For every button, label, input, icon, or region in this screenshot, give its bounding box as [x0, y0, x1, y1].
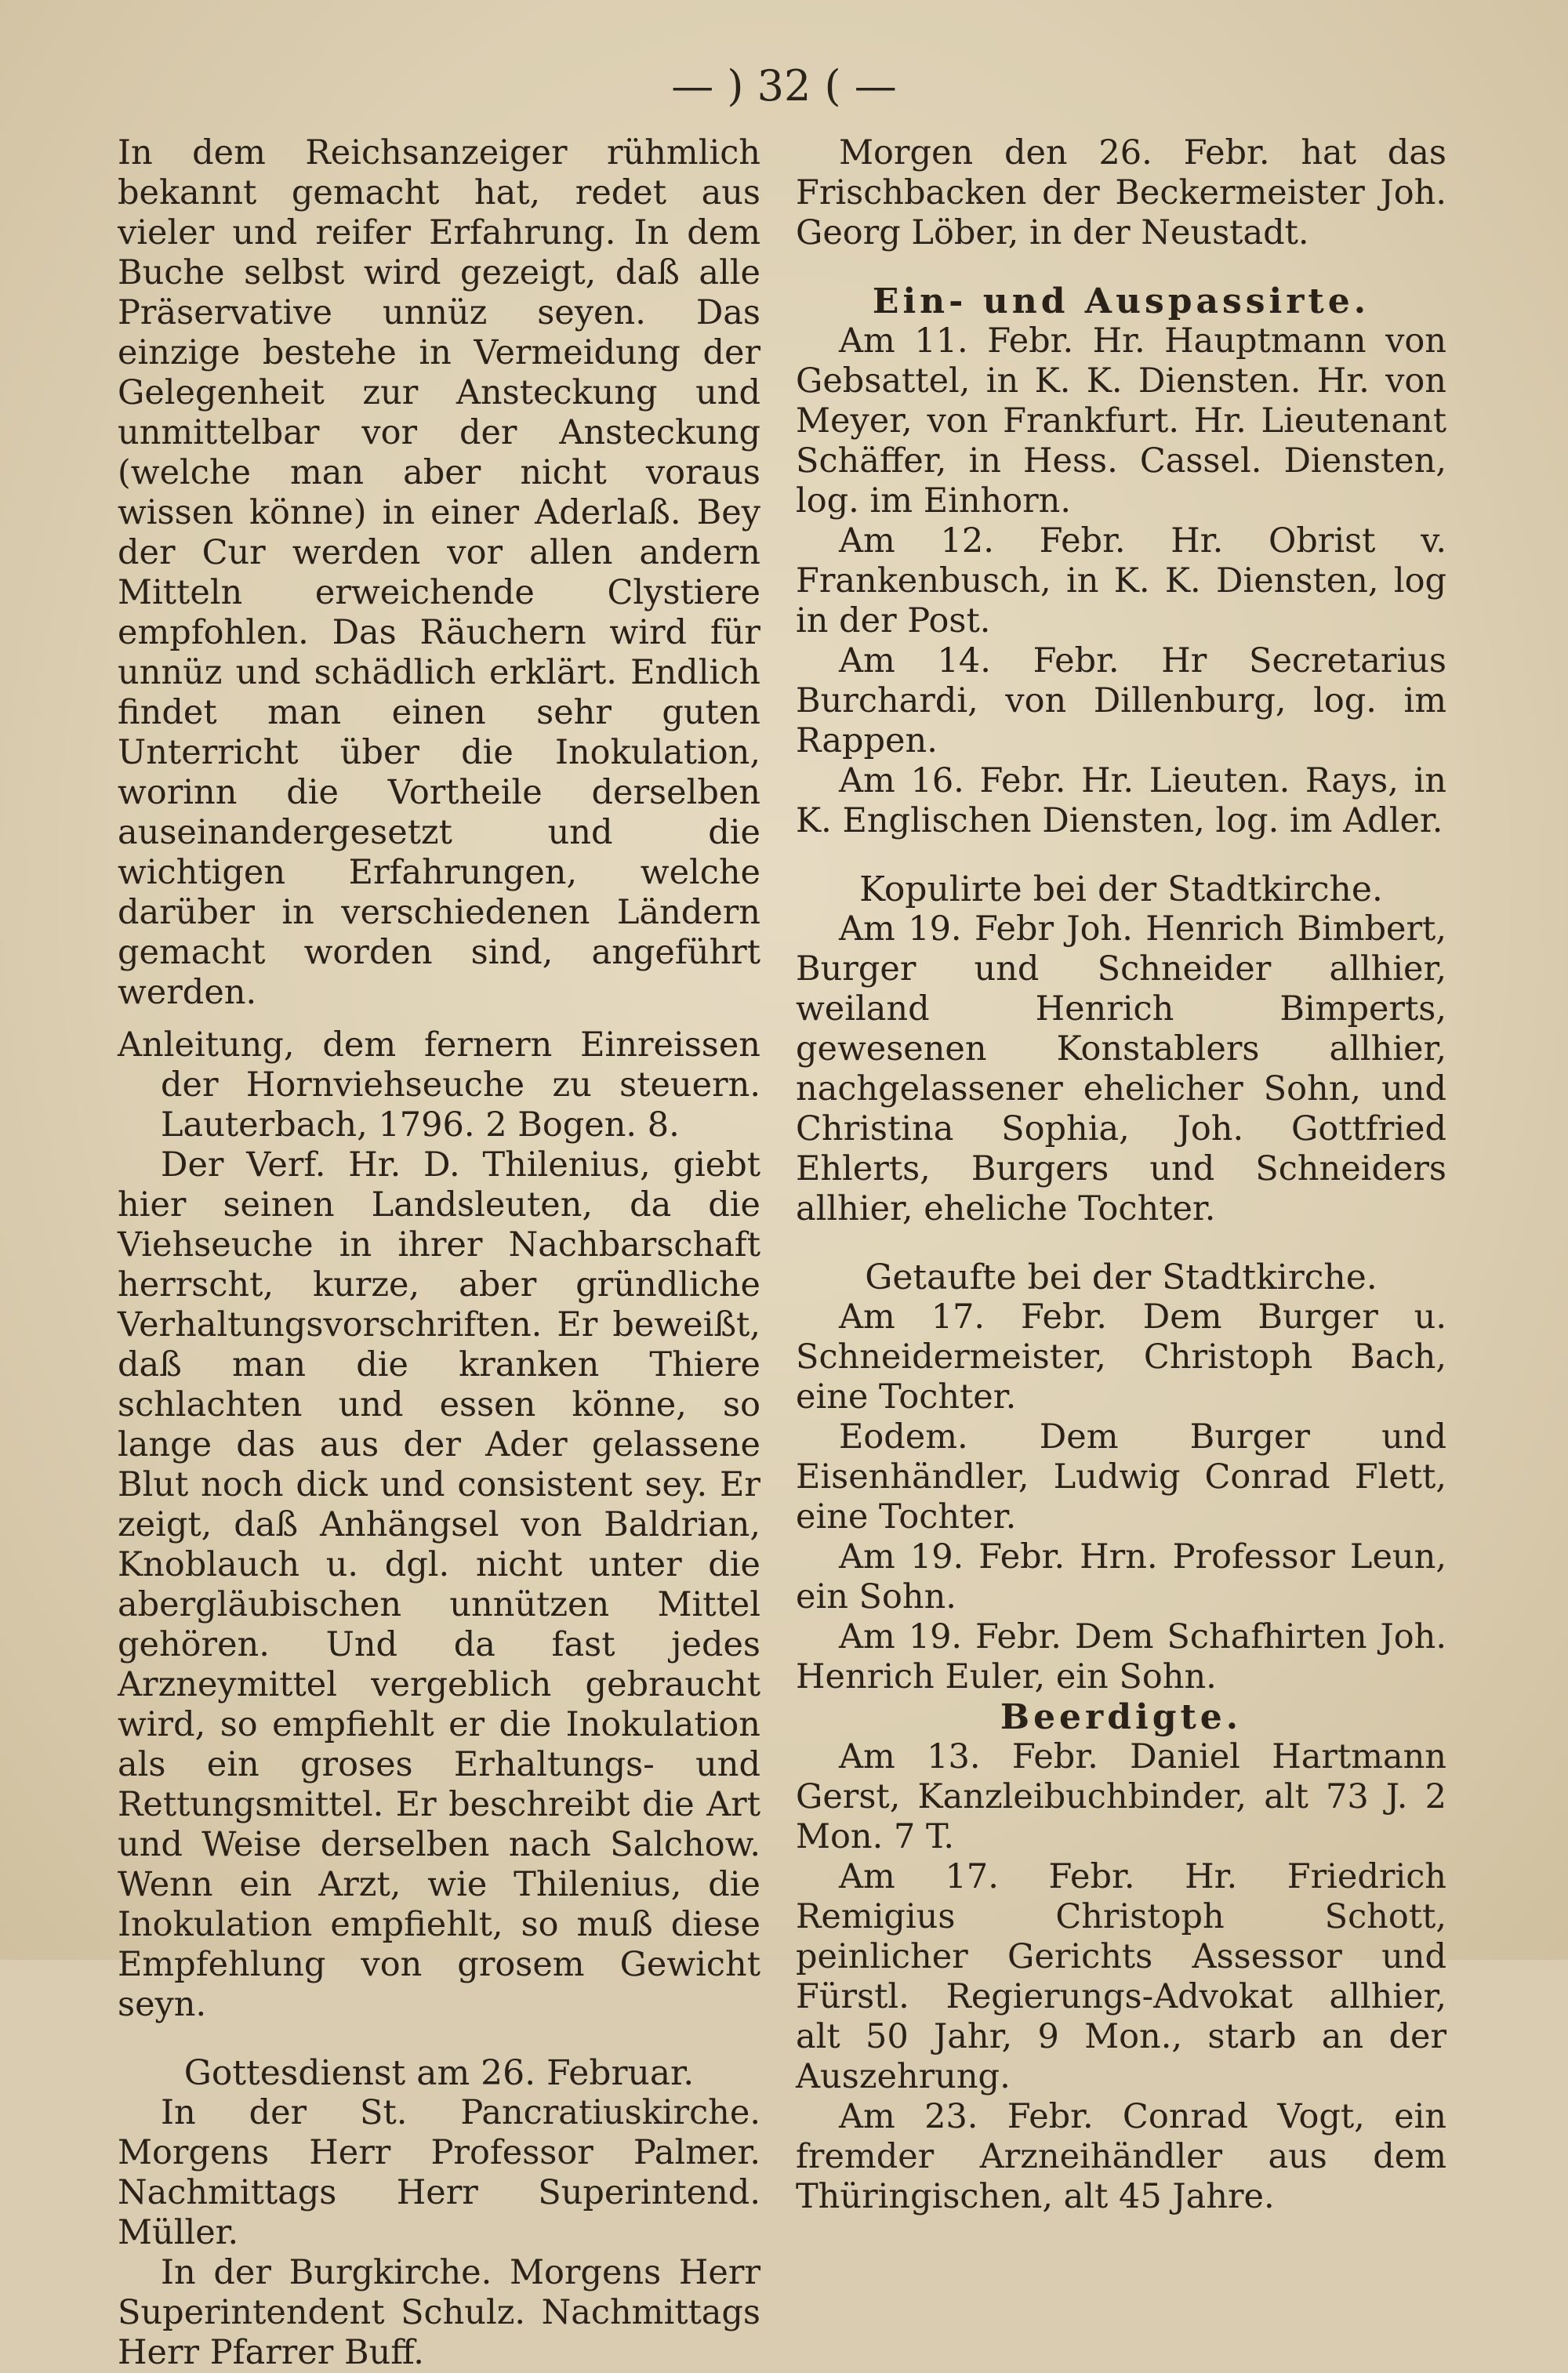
review-paragraph-thilenius: Der Verf. Hr. D. Thilenius, giebt hier seinen Landsleuten, da die Viehseuche in ihrer Nachbarschaft herrscht, kurze, aber gründliche Verhaltungsvorschriften. Er beweißt, daß man die kranken Thiere schlachten und essen könne, so lange das aus der Ader gelassene Blut noch dick und consistent sey. Er zeigt, daß Anhängsel von Baldrian, Knoblauch u. dgl. nicht unter die abergläubischen unnützen Mittel gehören. Und da fast jedes Arzneymittel vergeblich gebraucht wird, so empfiehlt er die Inokulation als ein groses Erhaltungs- und Rettungsmittel. Er beschreibt die Art und Weise derselben nach Salchow. Wenn ein Arzt, wie Thilenius, die Inokulation empfiehlt, so muß diese Empfehlung von grosem Gewicht seyn. [118, 1145, 760, 2024]
buried-entry: Am 23. Febr. Conrad Vogt, ein fremder Arzneihändler aus dem Thüringischen, alt 45 Jahre. [796, 2097, 1446, 2216]
baptized-entry: Am 17. Febr. Dem Burger u. Schneidermeister, Christoph Bach, eine Tochter. [796, 1297, 1446, 1417]
page-number-header: — ) 32 ( — [671, 61, 897, 111]
left-column [118, 133, 760, 2373]
passed-entry: Am 11. Febr. Hr. Hauptmann von Gebsattel, in K. K. Diensten. Hr. von Meyer, von Frankfurt. Hr. Lieutenant Schäffer, in Hess. Cassel. Diensten, log. im Einhorn. [796, 321, 1446, 521]
buried-heading: Beerdigte. [1000, 1697, 1243, 1737]
passed-entry: Am 16. Febr. Hr. Lieuten. Rays, in K. Englischen Diensten, log. im Adler. [796, 761, 1446, 840]
right-column [796, 133, 1446, 2217]
buried-entry: Am 13. Febr. Daniel Hartmann Gerst, Kanzleibuchbinder, alt 73 J. 2 Mon. 7 T. [796, 1737, 1446, 1856]
passed-entry: Am 14. Febr. Hr Secretarius Burchardi, von Dillenburg, log. im Rappen. [796, 641, 1446, 760]
passed-heading: Ein- und Auspassirte. [872, 281, 1370, 321]
baptized-heading: Getaufte bei der Stadtkirche. [865, 1257, 1377, 1297]
married-entry: Am 19. Febr Joh. Henrich Bimbert, Burger und Schneider allhier, weiland Henrich Bimperts, gewesenen Konstablers allhier, nachgelassener ehelicher Sohn, und Christina Sophia, Joh. Gottfried Ehlerts, Burgers und Schneiders allhier, eheliche Tochter. [796, 909, 1446, 1228]
passed-entry: Am 12. Febr. Hr. Obrist v. Frankenbusch, in K. K. Diensten, log in der Post. [796, 521, 1446, 640]
bakery-notice: Morgen den 26. Febr. hat das Frischbacken der Beckermeister Joh. Georg Löber, in der Neustadt. [796, 133, 1446, 252]
baptized-entry: Am 19. Febr. Dem Schafhirten Joh. Henrich Euler, ein Sohn. [796, 1617, 1446, 1696]
service-pancratius: In der St. Pancratiuskirche. Morgens Herr Professor Palmer. Nachmittags Herr Superintend. Müller. [118, 2093, 760, 2252]
buried-entry: Am 17. Febr. Hr. Friedrich Remigius Christoph Schott, peinlicher Gerichts Assessor und Fürstl. Regierungs-Advokat allhier, alt 50 Jahr, 9 Mon., starb an der Auszehrung. [796, 1857, 1446, 2096]
service-burgkirche: In der Burgkirche. Morgens Herr Superintendent Schulz. Nachmittags Herr Pfarrer Buff. [118, 2253, 760, 2372]
service-heading: Gottesdienst am 26. Februar. [183, 2053, 695, 2093]
book-title: Anleitung, dem fernern Einreissen der Hornviehseuche zu steuern. Lauterbach, 1796. 2 Bogen. 8. [118, 1025, 760, 1145]
baptized-entry: Am 19. Febr. Hrn. Professor Leun, ein Sohn. [796, 1537, 1446, 1616]
review-paragraph: In dem Reichsanzeiger rühmlich bekannt gemacht hat, redet aus vieler und reifer Erfahrung. In dem Buche selbst wird gezeigt, daß alle Präservative unnüz seyen. Das einzige bestehe in Vermeidung der Gelegenheit zur Ansteckung und unmittelbar vor der Ansteckung (welche man aber nicht voraus wissen könne) in einer Aderlaß. Bey der Cur werden vor allen andern Mitteln erweichende Clystiere empfohlen. Das Räuchern wird für unnüz und schädlich erklärt. Endlich findet man einen sehr guten Unterricht über die Inokulation, worinn die Vortheile derselben auseinandergesetzt und die wichtigen Erfahrungen, welche darüber in verschiedenen Ländern gemacht worden sind, angeführt werden. [118, 133, 760, 1012]
married-heading: Kopulirte bei der Stadtkirche. [859, 869, 1383, 909]
baptized-entry: Eodem. Dem Burger und Eisenhändler, Ludwig Conrad Flett, eine Tochter. [796, 1417, 1446, 1537]
